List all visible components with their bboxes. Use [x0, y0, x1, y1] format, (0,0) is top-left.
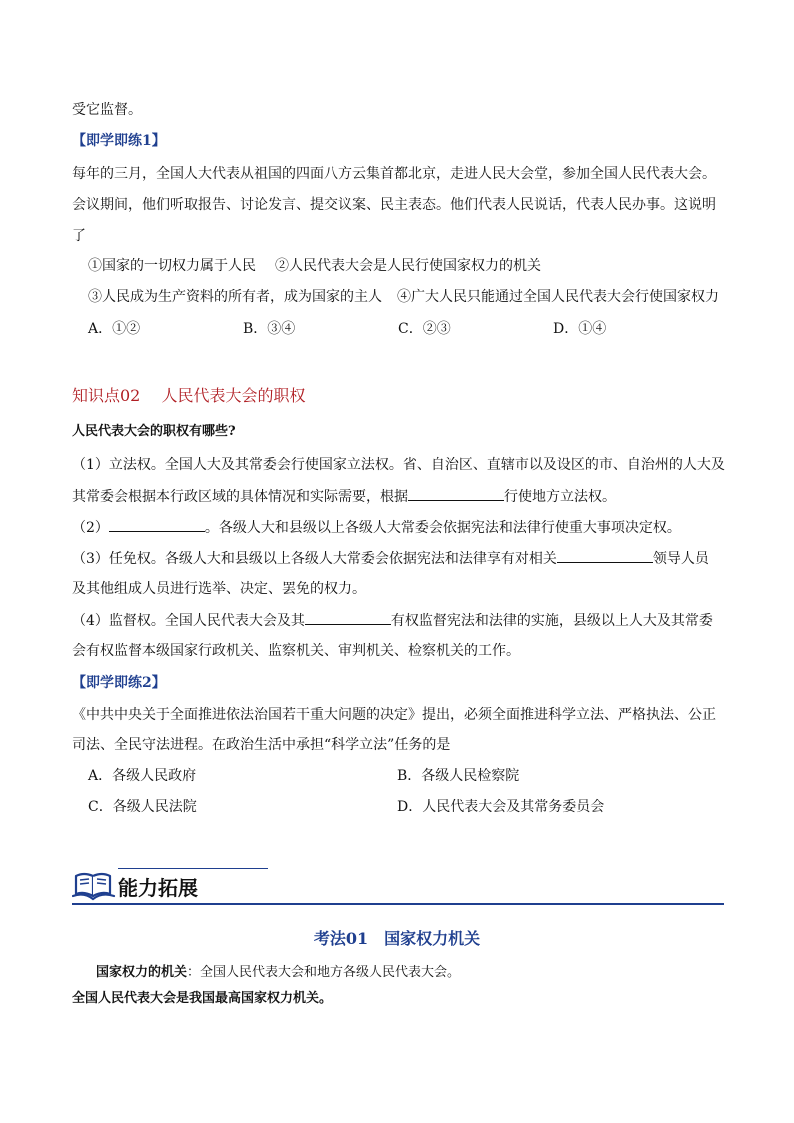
p4-blank[interactable]	[305, 610, 391, 625]
p4-text-b: 有权监督宪法和法律的实施，县级以上人大及其常委	[390, 613, 713, 629]
knowledge-02-question: 人民代表大会的职权有哪些?	[72, 424, 236, 439]
knowledge-02-p4-line-2: 会有权监督本级国家行政机关、监察机关、审判机关、检察机关的工作。	[72, 643, 520, 659]
practice-2-option-b[interactable]: B．各级人民检察院	[397, 768, 520, 784]
practice-1-option-a[interactable]: A．①②	[88, 321, 141, 337]
ability-section-header	[72, 862, 724, 906]
p4-text-a: （4）监督权。全国人民代表大会及其	[72, 613, 305, 629]
p3-text-b: 领导人员	[652, 551, 709, 567]
p1-text-b: 行使地方立法权。	[504, 489, 616, 505]
knowledge-02-p1-line-2	[72, 486, 616, 507]
p1-text-a: 其常委会根据本行政区域的具体情况和实际需要，根据	[72, 489, 408, 505]
p2-text-b: 。各级人大和县级以上各级人大常委会依据宪法和法律行使重大事项决定权。	[204, 520, 681, 536]
knowledge-02-p3-line-1	[72, 548, 709, 569]
practice-1-tag: 【即学即练1】	[72, 133, 166, 149]
knowledge-02-p1-line-1: （1）立法权。全国人大及其常委会行使国家立法权。省、自治区、直辖市以及设区的市、自治州的人大及	[72, 457, 725, 473]
practice-2-question-line-1: 《中共中央关于全面推进依法治国若干重大问题的决定》提出，必须全面推进科学立法、严格执法、公正	[72, 707, 716, 723]
practice-2-option-a[interactable]: A．各级人民政府	[88, 768, 197, 784]
practice-1-option-b[interactable]: B．③④	[243, 321, 296, 337]
practice-1-question-line-2: 会议期间，他们听取报告、讨论发言、提交议案、民主表态。他们代表人民说话，代表人民办事。这说明	[72, 197, 716, 213]
knowledge-02-heading: 知识点02 人民代表大会的职权	[72, 386, 306, 405]
p2-text-a: （2）	[72, 520, 109, 536]
section-title: 能力拓展	[118, 876, 198, 900]
section-top-line	[118, 868, 268, 869]
p3-text-a: （3）任免权。各级人大和县级以上各级人大常委会依据宪法和法律享有对相关	[72, 551, 557, 567]
practice-1-item-3: ③人民成为生产资料的所有者，成为国家的主人	[88, 289, 382, 305]
p3-blank[interactable]	[557, 548, 653, 563]
p2-blank[interactable]	[109, 517, 205, 532]
practice-1-option-c[interactable]: C．②③	[398, 321, 451, 337]
method-title: 考法01 国家权力机关	[313, 929, 481, 948]
practice-1-item-2: ②人民代表大会是人民行使国家权力的机关	[275, 258, 541, 274]
practice-1-question-line-1: 每年的三月，全国人大代表从祖国的四面八方云集首都北京，走进人民大会堂，参加全国人民代表大会。	[72, 166, 716, 182]
practice-1-item-4: ④广大人民只能通过全国人民代表大会行使国家权力	[397, 289, 719, 305]
ability-line-2: 全国人民代表大会是我国最高国家权力机关。	[72, 991, 333, 1006]
practice-2-option-c[interactable]: C．各级人民法院	[88, 799, 197, 815]
practice-1-item-1: ①国家的一切权力属于人民	[88, 258, 256, 274]
ability-line-1-rest: ：全国人民代表大会和地方各级人民代表大会。	[187, 965, 461, 980]
ability-line-1	[96, 963, 460, 983]
p1-blank[interactable]	[408, 486, 504, 501]
knowledge-02-p3-line-2: 及其他组成人员进行选举、决定、罢免的权力。	[72, 581, 366, 597]
practice-1-option-d[interactable]: D．①④	[553, 321, 607, 337]
knowledge-02-p4-line-1	[72, 610, 713, 631]
knowledge-02-p2	[72, 517, 681, 538]
practice-2-question-line-2: 司法、全民守法进程。在政治生活中承担“科学立法”任务的是	[72, 737, 451, 753]
continued-text: 受它监督。	[72, 102, 142, 118]
section-rule	[72, 903, 724, 905]
practice-2-tag: 【即学即练2】	[72, 675, 166, 691]
book-icon	[72, 866, 116, 902]
practice-2-option-d[interactable]: D．人民代表大会及其常务委员会	[397, 799, 605, 815]
practice-1-question-line-3: 了	[72, 228, 86, 244]
ability-line-1-bold: 国家权力的机关	[96, 965, 188, 980]
